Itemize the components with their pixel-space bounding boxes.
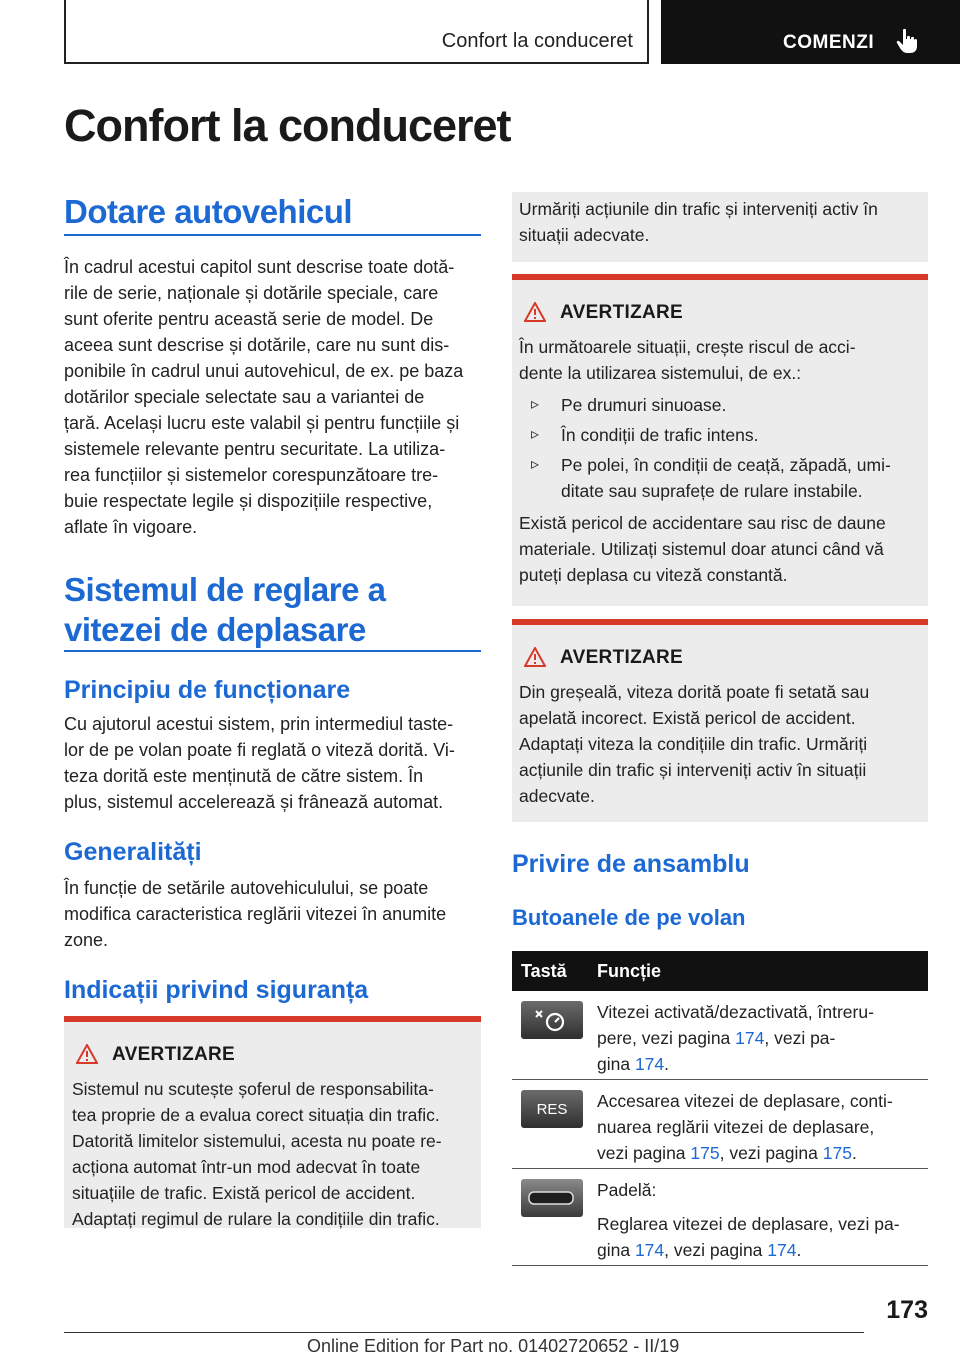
page-number: 173 (886, 1296, 928, 1324)
heading-sistem-line2: vitezei de deplasare (64, 611, 366, 648)
bullet-text: Pe polei, în condiții de ceață, zăpadă, umi‐ (561, 455, 891, 475)
text-line: În următoarele situații, crește riscul de acci‐ (519, 337, 856, 357)
triangle-bullet-icon: ▹ (531, 396, 540, 413)
text-line: aceea sunt descrise și dotările, care nu sunt dis‐ (64, 335, 450, 355)
text-line: tea proprie de a evalua corect situația din trafic. (72, 1105, 440, 1125)
text-line: puteți deplasa cu viteză constantă. (519, 565, 788, 585)
table-header (512, 951, 928, 991)
text-fragment: gina (597, 1240, 635, 1260)
text-line: zone. (64, 930, 109, 950)
text-line: În funcție de setările autovehiculului, se poate (64, 878, 429, 898)
warning-text (72, 1076, 480, 1232)
text-line: Vitezei activată/dezactivată, întreru‐ (597, 1002, 874, 1022)
text-fragment: . (851, 1143, 857, 1163)
header-section-title: Confort la conduceret (441, 30, 633, 52)
header-section-box (64, 0, 649, 64)
text-line: rea funcțiilor și sistemelor corespunzătoare tre‐ (64, 465, 439, 485)
text-line: Urmăriți acțiunile din trafic și interveniți activ în (519, 199, 878, 219)
triangle-bullet-icon: ▹ (531, 456, 540, 473)
text-fragment: pere, vezi pagina (597, 1028, 736, 1048)
text-line: Accesarea vitezei de deplasare, conti‐ (597, 1091, 893, 1111)
divider-dotare (64, 234, 481, 236)
text-line: situații adecvate. (519, 225, 650, 245)
heading-sistem (64, 570, 385, 650)
table-cell-function (597, 1088, 927, 1166)
text-line: plus, sistemul accelerează și frânează automat. (64, 792, 444, 812)
paragraph-principiu (64, 711, 484, 815)
list-item (519, 422, 924, 448)
text-fragment: vezi pagina (597, 1143, 691, 1163)
warning-triangle-icon (524, 302, 546, 322)
heading-principiu: Principiu de funcționare (64, 676, 351, 704)
bullet-text: ditate sau suprafețe de rulare instabile. (561, 481, 863, 501)
page-link[interactable]: 174 (767, 1240, 797, 1260)
table-cell-function (597, 1177, 927, 1263)
page-title: Confort la conduceret (64, 100, 511, 151)
paragraph-dotare (64, 254, 484, 540)
heading-indicatii: Indicații privind siguranța (64, 976, 369, 1004)
text-fragment: , vezi pagina (664, 1240, 768, 1260)
cruise-control-toggle-icon (521, 1001, 583, 1039)
text-line: Există pericol de accidentare sau risc de daune (519, 513, 886, 533)
warning-label: AVERTIZARE (112, 1044, 235, 1065)
text-line (597, 1140, 927, 1166)
page-link[interactable]: 174 (634, 1240, 665, 1260)
page-link[interactable]: 175 (822, 1143, 852, 1163)
warning-triangle-icon (76, 1044, 98, 1064)
text-fragment: , vezi pagina (719, 1143, 823, 1163)
table-row (512, 991, 928, 1080)
list-item (519, 452, 924, 504)
text-line: teza dorită este menținută de către sistem. În (64, 766, 424, 786)
heading-sistem-line1: Sistemul de reglare a (64, 571, 386, 608)
triangle-bullet-icon: ▹ (531, 426, 540, 443)
hand-pointer-icon (896, 28, 918, 59)
text-line (597, 1025, 927, 1051)
text-line: ponibile în cadrul unui autovehicul, de ex. pe baza (64, 361, 464, 381)
text-line: aflate în vigoare. (64, 517, 198, 537)
warning-triangle-icon (524, 647, 546, 667)
text-line (597, 1237, 927, 1263)
text-line: materiale. Utilizați sistemul doar atunci când vă (519, 539, 884, 559)
bullet-text: În condiții de trafic intens. (561, 425, 759, 445)
text-line: țară. Același lucru este valabil și pentru funcțiile și (64, 413, 460, 433)
text-line: În cadrul acestui capitol sunt descrise toate dotă‐ (64, 257, 455, 277)
text-fragment: gina (597, 1054, 635, 1074)
text-line: modifica caracteristica reglării vitezei în anumite (64, 904, 447, 924)
heading-generalitati: Generalități (64, 838, 202, 866)
table-row (512, 1080, 928, 1169)
divider-sistem (64, 650, 481, 652)
text-fragment: , vezi pa‐ (764, 1028, 836, 1048)
text-line: Reglarea vitezei de deplasare, vezi pa‐ (597, 1214, 900, 1234)
text-line: dente la utilizarea sistemului, de ex.: (519, 363, 802, 383)
heading-butoane: Butoanele de pe volan (512, 905, 746, 930)
warning-heading (76, 1044, 235, 1066)
text-line: sistemele relevante pentru securitate. La utiliza‐ (64, 439, 446, 459)
footer-divider (64, 1332, 864, 1333)
warning-box-1 (64, 1022, 481, 1228)
text-line: Cu ajutorul acestui sistem, prin intermediul taste‐ (64, 714, 454, 734)
warning-heading (524, 302, 683, 324)
text-line: nuarea reglării vitezei de deplasare, (597, 1117, 875, 1137)
text-line: lor de pe volan poate fi reglată o viteză dorită. Vi‐ (64, 740, 455, 760)
column-header-key: Tastă (521, 961, 567, 981)
table-row (512, 1169, 928, 1266)
text-line: dotărilor speciale selectate sau a variantei de (64, 387, 425, 407)
warning-box-3 (512, 625, 928, 822)
column-header-function: Funcție (597, 961, 662, 981)
text-line: Adaptați regimul de rulare la condițiile din trafic. (72, 1209, 440, 1229)
text-line: adecvate. (519, 786, 595, 806)
text-fragment: . (796, 1240, 802, 1260)
table-cell-function (597, 999, 927, 1077)
text-line: rile de serie, naționale și dotările speciale, care (64, 283, 439, 303)
text-line: Sistemul nu scutește șoferul de responsabilita‐ (72, 1079, 434, 1099)
list-item (519, 392, 924, 418)
text-line: buie respectate legile și dispozițiile respective, (64, 491, 433, 511)
text-line: Din greșeală, viteza dorită poate fi setată sau (519, 682, 870, 702)
warning-continuation-text (519, 196, 924, 248)
text-line: apelată incorect. Există pericol de accident. (519, 708, 856, 728)
header-chapter-tab[interactable] (661, 0, 960, 64)
text-line: acțiunile din trafic și interveniți activ în situații (519, 760, 867, 780)
text-line (597, 1051, 927, 1077)
warning-label: AVERTIZARE (560, 647, 683, 668)
warning-label: AVERTIZARE (560, 302, 683, 323)
paddle-icon (521, 1179, 583, 1217)
page-link[interactable]: 175 (690, 1143, 720, 1163)
text-line: Datorită limitelor sistemului, acesta nu poate re‐ (72, 1131, 442, 1151)
heading-dotare: Dotare autovehicul (64, 193, 353, 230)
header-chapter-label: COMENZI (783, 32, 875, 53)
text-line: sunt oferite pentru această serie de model. De (64, 309, 434, 329)
bullet-list (519, 392, 924, 504)
page-link[interactable]: 174 (634, 1054, 665, 1074)
warning-box-2 (512, 280, 928, 606)
text-fragment: . (664, 1054, 670, 1074)
warning-continuation-box (512, 192, 928, 262)
text-line: Adaptați viteza la condițiile din trafic. Urmăriți (519, 734, 868, 754)
res-button-icon: RES (521, 1090, 583, 1128)
text-line: Padelă: (597, 1180, 657, 1200)
warning-heading (524, 647, 683, 669)
bullet-text: Pe drumuri sinuoase. (561, 395, 727, 415)
page-link[interactable]: 174 (735, 1028, 765, 1048)
heading-privire: Privire de ansamblu (512, 850, 750, 878)
paragraph-generalitati (64, 875, 484, 953)
warning-text (519, 679, 924, 809)
warning-text (519, 334, 924, 588)
text-line: acționa automat într-un mod adecvat în toate (72, 1157, 421, 1177)
footer-edition: Online Edition for Part no. 01402720652 - II/19 (307, 1336, 680, 1356)
text-line: situațiile de trafic. Există pericol de accident. (72, 1183, 416, 1203)
